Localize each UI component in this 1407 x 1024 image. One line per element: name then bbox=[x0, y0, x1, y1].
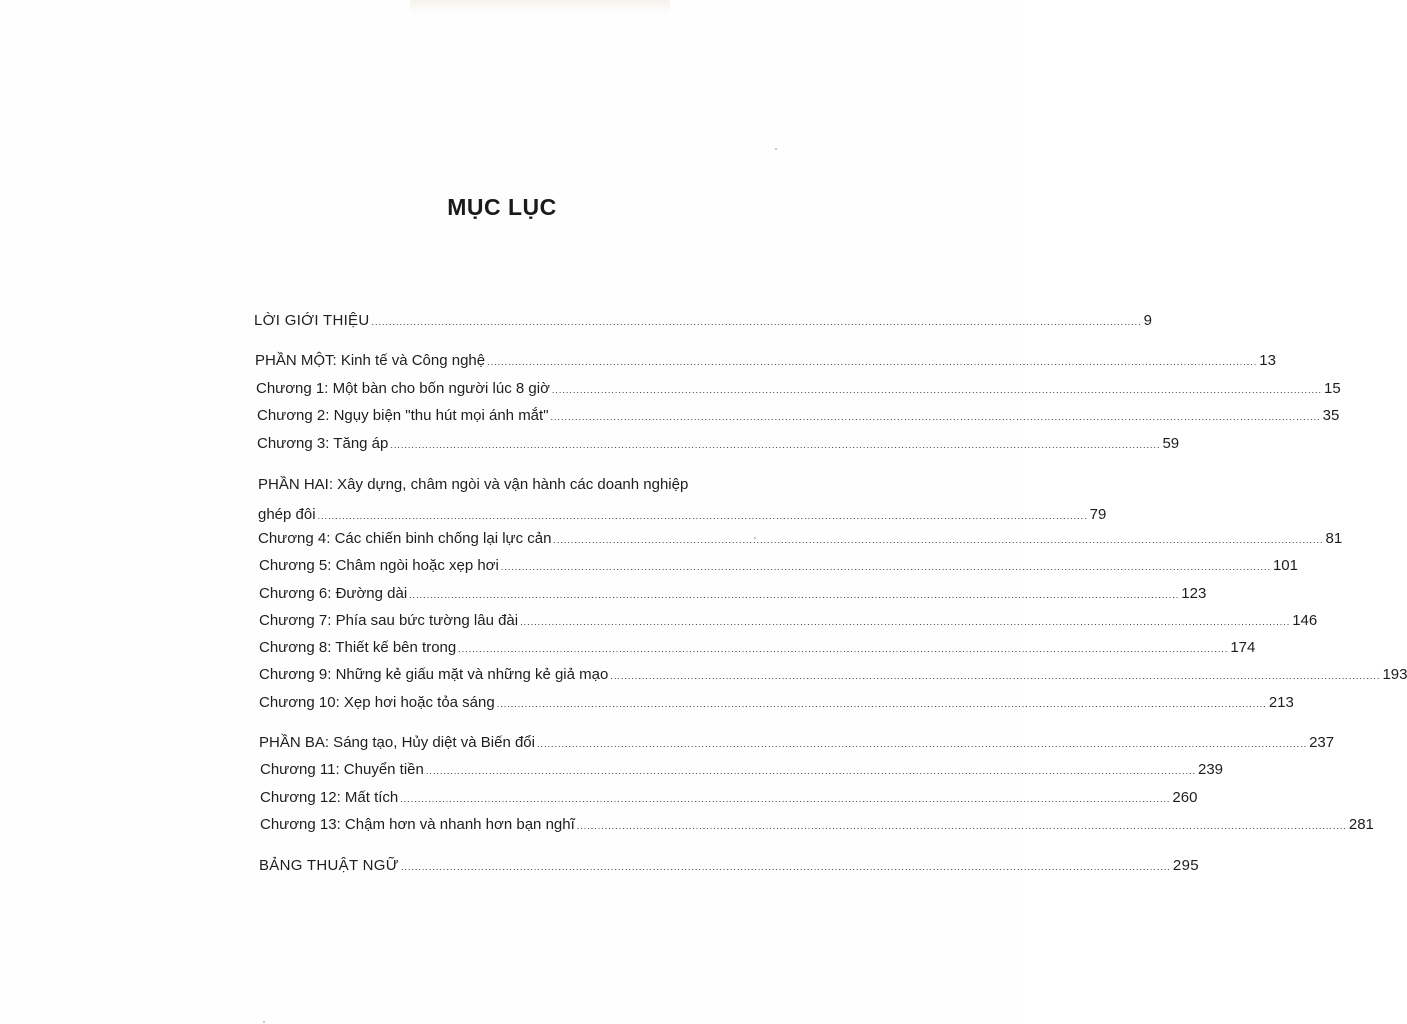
toc-page-number: 193 bbox=[1382, 666, 1407, 683]
dot-leader: ............................................................................................................................................................................................................................ bbox=[536, 739, 1308, 749]
toc-page-number: 101 bbox=[1272, 557, 1298, 574]
dot-leader: ............................................................................................................................................................................................................................ bbox=[425, 766, 1196, 776]
toc-entry-label: BẢNG THUẬT NGỮ bbox=[259, 857, 399, 874]
toc-page-number: 15 bbox=[1324, 380, 1341, 397]
toc-entry-label: PHẦN HAI: Xây dựng, châm ngòi và vận hành các doanh nghiệp bbox=[258, 476, 689, 493]
toc-entry[interactable] bbox=[254, 311, 1153, 332]
toc-page-number: 174 bbox=[1230, 639, 1256, 656]
toc-page-number: 79 bbox=[1089, 506, 1107, 523]
toc-entry[interactable] bbox=[259, 638, 1256, 659]
toc-entry[interactable] bbox=[260, 815, 1374, 836]
toc-page-number: 35 bbox=[1322, 407, 1340, 424]
dot-leader: ............................................................................................................................................................................................................................ bbox=[520, 617, 1291, 627]
toc-entry-label: Chương 7: Phía sau bức tường lâu đài bbox=[259, 612, 519, 629]
toc-entry-label: LỜI GIỚI THIỆU bbox=[254, 312, 370, 329]
dot-leader: ............................................................................................................................................................................................................................ bbox=[409, 590, 1180, 600]
toc-entry-label: Chương 6: Đường dài bbox=[259, 585, 408, 602]
dot-leader: ............................................................................................................................................................................................................................ bbox=[317, 511, 1088, 521]
toc-entry-label: Chương 5: Châm ngòi hoặc xẹp hơi bbox=[259, 557, 499, 574]
toc-page-number: 239 bbox=[1197, 761, 1224, 778]
dot-leader: ............................................................................................................................................................................................................................ bbox=[400, 862, 1171, 872]
toc-entry[interactable] bbox=[257, 406, 1340, 427]
toc-page-number: 9 bbox=[1143, 312, 1153, 329]
dot-leader: ............................................................................................................................................................................................................................ bbox=[487, 357, 1258, 367]
toc-entry[interactable] bbox=[259, 584, 1207, 605]
toc-entry-label: Chương 12: Mất tích bbox=[260, 789, 399, 806]
toc-entry-label: Chương 11: Chuyển tiền bbox=[260, 761, 424, 778]
toc-entry[interactable] bbox=[259, 733, 1335, 754]
toc-entry[interactable] bbox=[255, 351, 1276, 372]
toc-page-number: 281 bbox=[1348, 816, 1374, 833]
toc-entry-label: PHẦN MỘT: Kinh tế và Công nghệ bbox=[255, 352, 486, 369]
toc-entry[interactable] bbox=[259, 856, 1199, 877]
toc-entry-label: Chương 4: Các chiến binh chống lại lực cản bbox=[258, 530, 552, 547]
page-title: MỤC LỤC bbox=[447, 194, 557, 220]
toc-entry-label: Chương 2: Ngụy biện "thu hút mọi ánh mắt" bbox=[257, 407, 549, 424]
toc-entry-label: Chương 13: Chậm hơn và nhanh hơn bạn nghĩ bbox=[260, 816, 575, 833]
dot-leader: ............................................................................................................................................................................................................................ bbox=[610, 671, 1381, 681]
toc-entry[interactable] bbox=[258, 505, 1107, 526]
toc-page-number: 295 bbox=[1172, 857, 1199, 874]
toc-entry-label: Chương 10: Xẹp hơi hoặc tỏa sáng bbox=[259, 694, 495, 711]
dot-leader: ............................................................................................................................................................................................................................ bbox=[500, 562, 1271, 572]
toc-entry-label: PHẦN BA: Sáng tạo, Hủy diệt và Biến đổi bbox=[259, 734, 535, 751]
toc-page-number: 81 bbox=[1325, 530, 1343, 547]
dot-leader: ............................................................................................................................................................................................................................ bbox=[400, 794, 1171, 804]
toc-entry-label: Chương 9: Những kẻ giấu mặt và những kẻ giả mạo bbox=[259, 666, 609, 683]
toc-entry-label: Chương 3: Tăng áp bbox=[257, 435, 389, 452]
toc-page-number: 213 bbox=[1268, 694, 1294, 711]
toc-page-number: 260 bbox=[1172, 789, 1198, 806]
dot-leader: ............................................................................................................................................................................................................................ bbox=[496, 699, 1267, 709]
dot-leader: ............................................................................................................................................................................................................................ bbox=[458, 644, 1229, 654]
dot-leader: ............................................................................................................................................................................................................................ bbox=[390, 440, 1161, 450]
toc-entry[interactable] bbox=[258, 529, 1343, 550]
toc-entry[interactable] bbox=[260, 760, 1224, 781]
toc-entry-label-continued: ghép đôi bbox=[258, 506, 316, 523]
toc-entry[interactable] bbox=[257, 434, 1180, 455]
dot-leader: ............................................................................................................................................................................................................................ bbox=[550, 412, 1321, 422]
toc-entry[interactable] bbox=[259, 556, 1298, 577]
dot-leader: ............................................................................................................................................................................................................................ bbox=[553, 535, 1324, 545]
toc-entry[interactable] bbox=[256, 379, 1341, 400]
toc-entry[interactable] bbox=[259, 611, 1318, 632]
toc-page-number: 13 bbox=[1259, 352, 1276, 369]
toc-entry[interactable] bbox=[259, 665, 1407, 686]
toc-page-number: 146 bbox=[1292, 612, 1318, 629]
toc-entry-label: Chương 1: Một bàn cho bốn người lúc 8 giờ bbox=[256, 380, 550, 397]
toc-entry[interactable] bbox=[259, 693, 1294, 714]
toc-page-number: 123 bbox=[1181, 585, 1207, 602]
toc-entry[interactable] bbox=[260, 788, 1198, 809]
toc-page-number: 237 bbox=[1309, 734, 1335, 751]
toc-page-number: 59 bbox=[1162, 435, 1180, 452]
dot-leader: ............................................................................................................................................................................................................................ bbox=[371, 317, 1142, 327]
dot-leader: ............................................................................................................................................................................................................................ bbox=[551, 385, 1323, 395]
toc-entry-label: Chương 8: Thiết kế bên trong bbox=[259, 639, 457, 656]
dot-leader: ............................................................................................................................................................................................................................ bbox=[576, 821, 1347, 831]
